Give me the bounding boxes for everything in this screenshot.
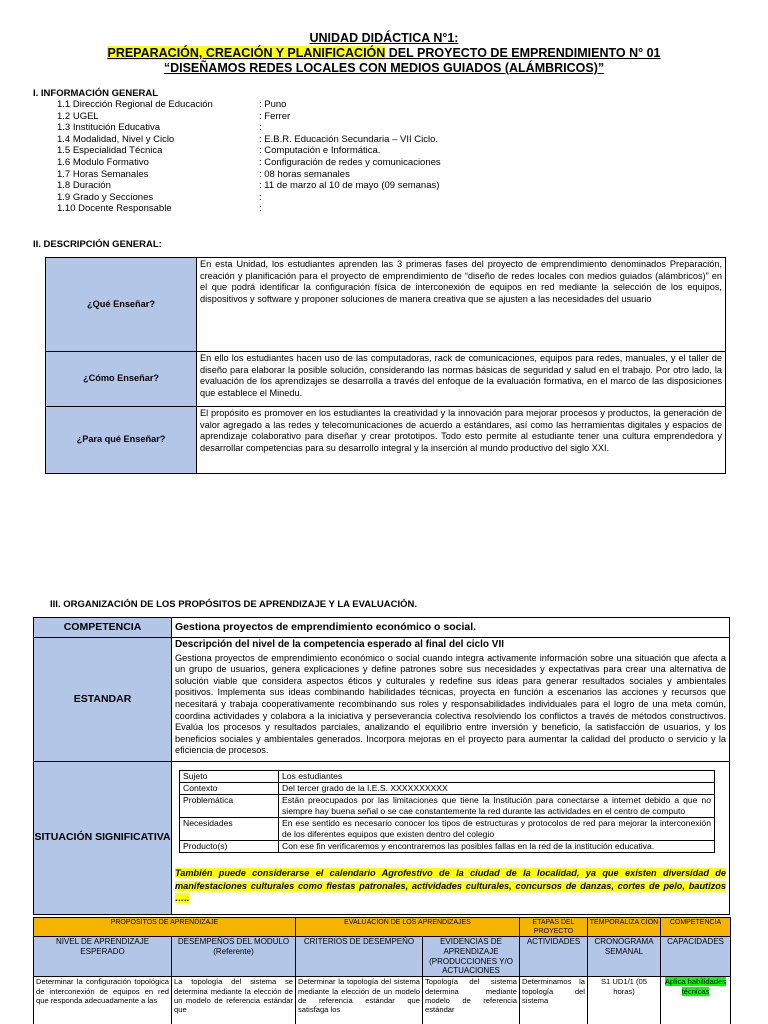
cell-criteria: Determinar la topología del sistema mediante la elección de un modelo de referencia estándar que satisfaga los xyxy=(296,977,423,1024)
situation-key: Necesidades xyxy=(180,818,279,841)
project-title-rest: DEL PROYECTO DE EMPRENDIMIENTO N° 01 xyxy=(385,46,661,60)
subheader-performance: DESEMPEÑOS DEL MODULO (Referente) xyxy=(172,937,296,977)
situation-row xyxy=(180,818,715,841)
situation-value: Con ese fin verificaremos y encontraremos las posibles fallas en la red de la institución educativa. xyxy=(279,841,715,853)
situation-row xyxy=(180,771,715,783)
unit-subtitle: “DISEÑAMOS REDES LOCALES CON MEDIOS GUIADOS (ALÁMBRICOS)” xyxy=(163,61,605,75)
project-title xyxy=(0,46,768,61)
description-answer: En esta Unidad, los estudiantes aprenden las 3 primeras fases del proyecto de emprendimiento denominados Preparación, creación y planificación para el proyecto de emprendimiento de “diseño de redes locales con medios guiados (alámbricos)” en el que podrá identificar la configuración física de interconexión de equipos en red mediante la selección de los equipos, dispositivos y software y proponer soluciones de manera creativa que se ajusten a las necesidades del usuario xyxy=(197,258,726,352)
info-row xyxy=(57,134,441,146)
info-value: : Ferrer xyxy=(259,110,291,122)
subheader-evidence: EVIDENCIAS DE APRENDIZAJE (PRODUCCIONES Y/O ACTUACIONES xyxy=(423,937,520,977)
standard-label: ESTANDAR xyxy=(34,638,172,762)
standard-title: Descripción del nivel de la competencia esperado al final del ciclo VII xyxy=(175,639,505,650)
info-value: : Puno xyxy=(259,99,287,110)
info-label: 1.3 Institución Educativa xyxy=(57,122,160,134)
info-label: 1.9 Grado y Secciones xyxy=(57,191,154,203)
info-label: 1.2 UGEL xyxy=(57,110,99,122)
info-value: : 11 de marzo al 10 de mayo (09 semanas) xyxy=(259,180,440,192)
info-label: 1.7 Horas Semanales xyxy=(57,168,149,180)
situation-value: Están preocupados por las limitaciones que tiene la Institución para conectarse a internet debido a que no siempre hay buena señal o se cae constantemente la red durante las actividades en el centro de computo xyxy=(279,795,715,818)
subheader-level: NIVEL DE APRENDIZAJE ESPERADO xyxy=(34,937,172,977)
info-label: 1.8 Duración xyxy=(57,180,111,192)
competency-table xyxy=(33,617,730,915)
group-header-purposes: PROPOSITOS DE APRENDIZAJE xyxy=(34,918,296,937)
situation-key: Contexto xyxy=(180,783,279,795)
description-row xyxy=(46,258,726,352)
group-header-stages: ETAPAS DEL PROYECTO xyxy=(520,918,588,937)
description-row xyxy=(46,407,726,474)
learning-grid xyxy=(33,917,731,1024)
cell-level: Determinar la configuración topológica de interconexión de equipos en red que responda adecuadamente a las xyxy=(34,977,172,1024)
unit-title: UNIDAD DIDÁCTICA N°1: xyxy=(309,31,459,45)
cell-evidence: Topología del sistema determina mediante modelo de referencia estándar xyxy=(423,977,520,1024)
info-value: : xyxy=(259,203,262,215)
info-value: : xyxy=(259,122,262,134)
subheader-capacities: CAPACIDADES xyxy=(661,937,731,977)
competency-value: Gestiona proyectos de emprendimiento económico o social. xyxy=(172,618,730,638)
standard-cell xyxy=(172,638,730,762)
situation-table xyxy=(179,770,715,853)
subheader-schedule: CRONOGRAMA SEMANAL xyxy=(588,937,661,977)
info-row xyxy=(57,169,441,181)
situation-row xyxy=(180,795,715,818)
cell-performance: La topología del sistema se determina mediante la elección de un modelo de referencia estándar que xyxy=(172,977,296,1024)
situation-row xyxy=(180,841,715,853)
description-question: ¿Cómo Enseñar? xyxy=(46,352,197,407)
document-header xyxy=(0,31,768,76)
info-label: 1.5 Especialidad Técnica xyxy=(57,145,163,157)
info-label: 1.6 Modulo Formativo xyxy=(57,156,149,168)
description-answer: En ello los estudiantes hacen uso de las computadoras, rack de comunicaciones, equipos para redes, manuales, y el taller de diseño para elaborar la posible solución, considerando las normas básicas de seguridad y salud en el trabajo. Por otro lado, la evaluación de los aprendizajes se desarrolla a través del enfoque de la evaluación formativa, en el marco de las disposiciones que establece el Minedu. xyxy=(197,352,726,407)
standard-text: Gestiona proyectos de emprendimiento económico o social cuando integra activamente información sobre una situación que afecta a un grupo de usuarios, genera explicaciones y define patrones sobre sus necesidades y expectativas para crear una alternativa de solución viable que considera aspectos éticos y culturales y redefine sus ideas para generar resultados sociales y ambientales positivos. Implementa sus ideas combinando habilidades técnicas, proyecta en función a escenarios las acciones y recursos que necesitará y trabaja cooperativamente recombinando sus roles y responsabilidades individuales para el logro de una meta común, coordina actividades y colabora a la iniciativa y perseverancia colectiva resolviendo los conflictos a través de métodos constructivos. Evalúa los procesos y resultados parciales, analizando el equilibrio entre inversión y beneficio, la satisfacción de usuarios, y los beneficios sociales y ambientales generados. Incorpora mejoras en el proyecto para aumentar la calidad del producto o servicio y la eficiencia de procesos. xyxy=(175,652,726,756)
general-info-list xyxy=(57,99,441,215)
situation-cell xyxy=(172,762,730,915)
capacity-highlight: Aplica habilidades técnicas xyxy=(664,977,727,996)
description-row xyxy=(46,352,726,407)
info-row xyxy=(57,145,441,157)
situation-key: Problemática xyxy=(180,795,279,818)
situation-key: Sujeto xyxy=(180,771,279,783)
cell-capacities xyxy=(661,977,731,1024)
group-header-competence: COMPETENCIA xyxy=(661,918,731,937)
info-row xyxy=(57,122,441,134)
info-value: : E.B.R. Educación Secundaria – VII Ciclo. xyxy=(259,133,439,145)
description-question: ¿Qué Enseñar? xyxy=(46,258,197,352)
info-label: 1.10 Docente Responsable xyxy=(57,203,172,215)
info-value: : 08 horas semanales xyxy=(259,168,350,180)
cell-activities: Determinamos la topología del sistema xyxy=(520,977,588,1024)
info-value: : xyxy=(259,191,262,203)
competency-label: COMPETENCIA xyxy=(34,618,172,638)
info-value: : Computación e Informática. xyxy=(259,145,381,157)
cell-schedule: S1 UD1/1 (05 horas) xyxy=(588,977,661,1024)
group-header-evaluation: EVALUACION DE LOS APRENDIZAJES xyxy=(296,918,520,937)
section-description-title: II. DESCRIPCIÓN GENERAL: xyxy=(33,239,162,250)
info-label: 1.1 Dirección Regional de Educación xyxy=(57,99,213,110)
situation-key: Producto(s) xyxy=(180,841,279,853)
situation-label: SITUACIÓN SIGNIFICATIVA xyxy=(34,762,172,915)
description-answer: El propósito es promover en los estudiantes la creatividad y la innovación para mejorar procesos y productos, la generación de valor agregado a las redes y telecomunicaciones de acuerdo a estándares, así como las herramientas digitales y espacios de aprendizaje colaborativo para diseñar y crear prototipos. Todo esto permite al estudiante tener una cultura emprendedora y desarrollar competencias para su desarrollo integral y la inserción al mundo productivo del siglo XXI. xyxy=(197,407,726,474)
situation-row xyxy=(180,783,715,795)
situation-value: Del tercer grado de la I.E.S. XXXXXXXXXX xyxy=(279,783,715,795)
situation-note: También puede considerarse el calendario Agrofestivo de la ciudad de la localidad, ya que existen diversidad de manifestaciones culturales como fiestas patronales, actividades culturales, concursos de danzas, cortes de pelo, bautizos ….. xyxy=(175,868,726,904)
subheader-activities: ACTIVIDADES xyxy=(520,937,588,977)
info-row xyxy=(57,180,441,192)
info-label: 1.4 Modalidad, Nivel y Ciclo xyxy=(57,133,175,145)
group-header-timing: TEMPORALIZA CIÓN xyxy=(588,918,661,937)
info-value: : Configuración de redes y comunicaciones xyxy=(259,156,441,168)
situation-value: En ese sentido es necesario conocer los tipos de estructuras y protocolos de red para mejorar la interconexión de los diferentes equipos que existen dentro del colegio xyxy=(279,818,715,841)
info-row xyxy=(57,192,441,204)
description-question: ¿Para qué Enseñar? xyxy=(46,407,197,474)
section-organization-title: III. ORGANIZACIÓN DE LOS PROPÓSITOS DE APRENDIZAJE Y LA EVALUACIÓN. xyxy=(50,599,418,610)
info-row xyxy=(57,203,441,215)
description-table xyxy=(45,257,726,474)
subheader-criteria: CRITERIOS DE DESEMPEÑO xyxy=(296,937,423,977)
situation-value: Los estudiantes xyxy=(279,771,715,783)
project-title-highlight: PREPARACIÓN, CREACIÓN Y PLANIFICACIÓN xyxy=(107,46,386,60)
info-row xyxy=(57,157,441,169)
info-row xyxy=(57,111,441,123)
info-row xyxy=(57,99,441,111)
section-general-info-title: I. INFORMACIÓN GENERAL xyxy=(33,88,159,99)
